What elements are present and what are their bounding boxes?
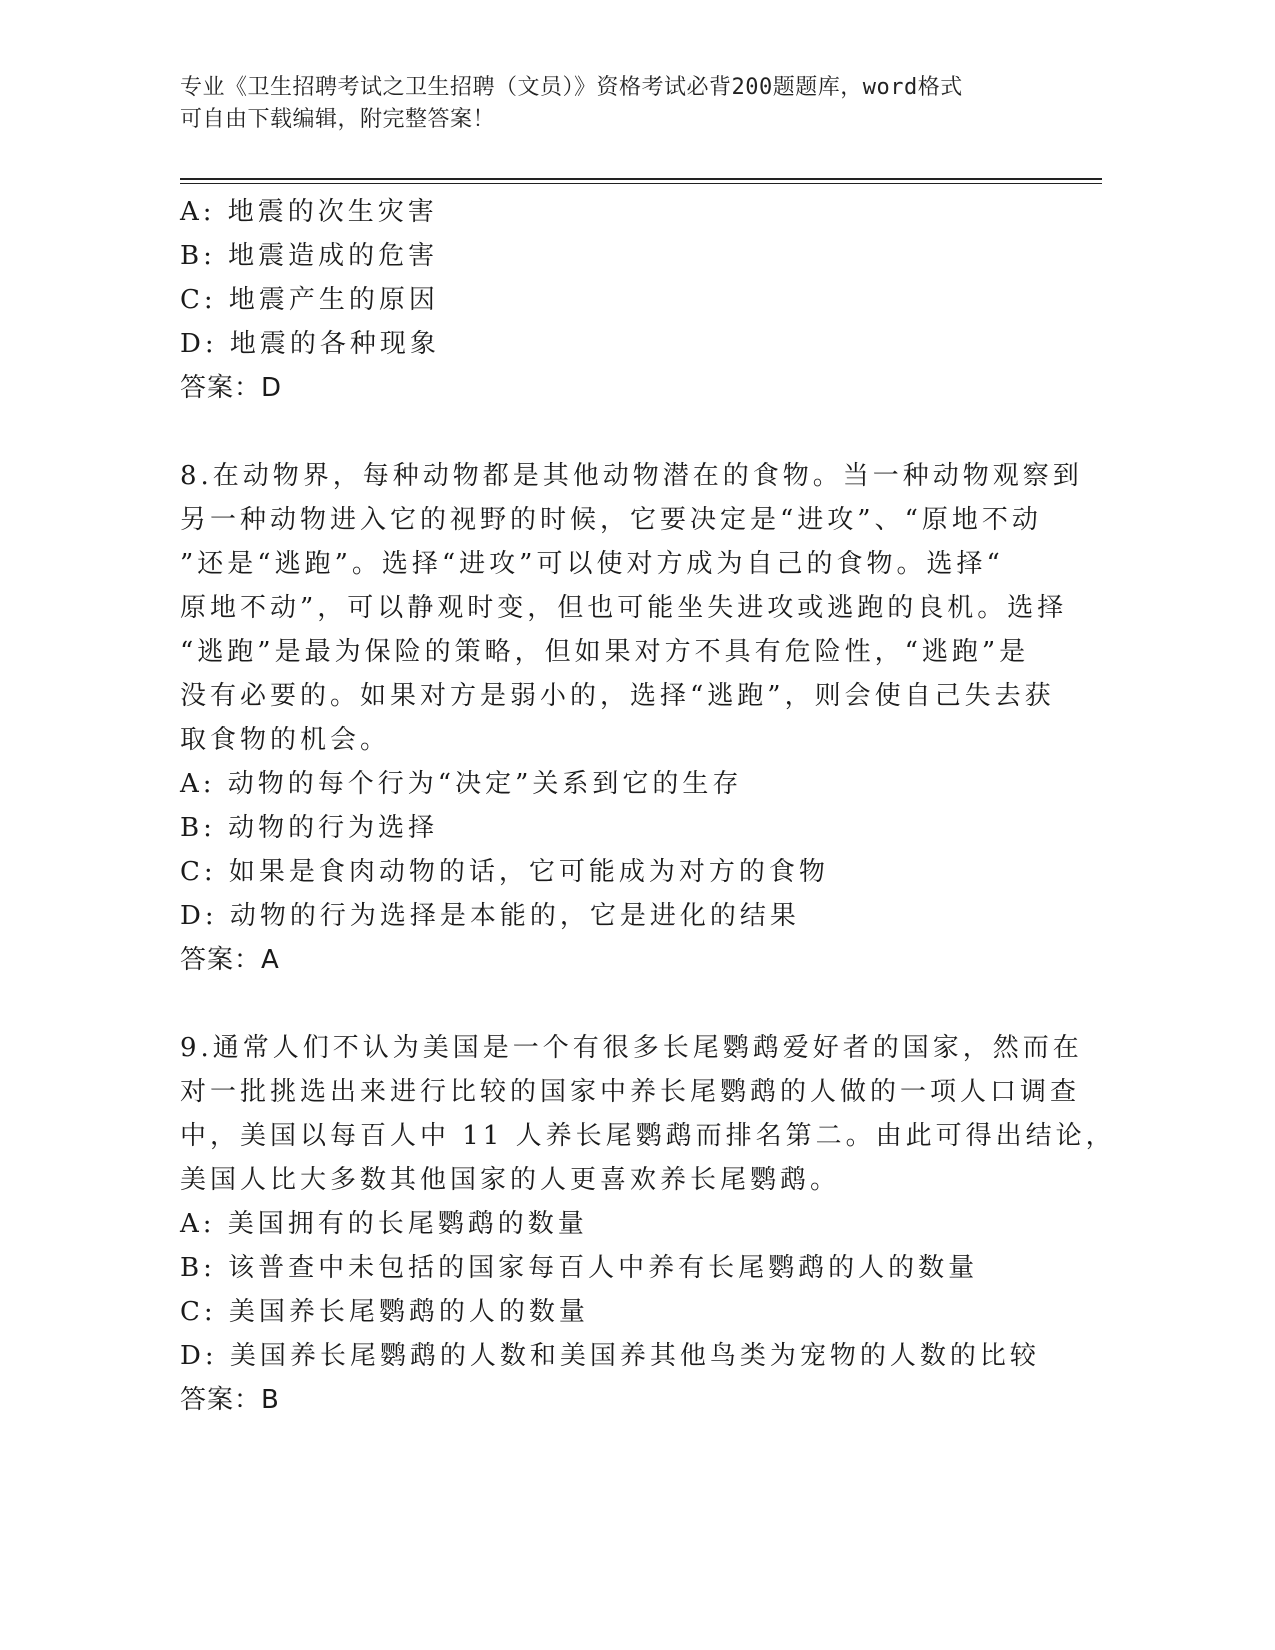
option-a: A: 动物的每个行为“决定”关系到它的生存: [180, 769, 743, 799]
option-c: C: 美国养长尾鹦鹉的人的数量: [180, 1297, 589, 1327]
question-8: [180, 454, 1083, 982]
option-c: C: 地震产生的原因: [180, 285, 439, 315]
option-a: A: 美国拥有的长尾鹦鹉的数量: [180, 1209, 588, 1239]
question-text-line: 取食物的机会。: [180, 725, 391, 755]
spacer: [180, 982, 1040, 1026]
question-text-line: 原地不动”，可以静观时变，但也可能坐失进攻或逃跑的良机。选择: [180, 593, 1068, 623]
answer-line: 答案：A: [180, 945, 280, 975]
header-line-2: 可自由下载编辑，附完整答案！: [180, 107, 496, 132]
question-text-line: 对一批挑选出来进行比较的国家中养长尾鹦鹉的人做的一项人口调查: [180, 1077, 1081, 1107]
question-text-line: 9.通常人们不认为美国是一个有很多长尾鹦鹉爱好者的国家，然而在: [180, 1033, 1083, 1063]
option-b: B: 该普查中未包括的国家每百人中养有长尾鹦鹉的人的数量: [180, 1253, 979, 1283]
option-d: D: 美国养长尾鹦鹉的人数和美国养其他鸟类为宠物的人数的比较: [180, 1341, 1040, 1371]
question-text-line: 美国人比大多数其他国家的人更喜欢养长尾鹦鹉。: [180, 1165, 841, 1195]
question-9: [180, 1026, 1116, 1422]
document-header: [180, 72, 1040, 136]
document-body: [180, 190, 1116, 1422]
header-line-1: 专业《卫生招聘考试之卫生招聘（文员）》资格考试必背200题题库，word格式: [180, 75, 963, 100]
question-text-line: “逃跑”是最为保险的策略，但如果对方不具有危险性，“逃跑”是: [180, 637, 1030, 667]
option-c: C: 如果是食肉动物的话，它可能成为对方的食物: [180, 857, 829, 887]
spacer: [180, 410, 1040, 454]
option-d: D: 动物的行为选择是本能的，它是进化的结果: [180, 901, 800, 931]
header-rule-thin: [180, 183, 1102, 184]
question-text-line: 没有必要的。如果对方是弱小的，选择“逃跑”，则会使自己失去获: [180, 681, 1055, 711]
question-text-line: 中，美国以每百人中 11 人养长尾鹦鹉而排名第二。由此可得出结论，: [180, 1121, 1116, 1151]
option-d: D: 地震的各种现象: [180, 329, 440, 359]
option-b: B: 地震造成的危害: [180, 241, 439, 271]
question-text-line: 另一种动物进入它的视野的时候，它要决定是“进攻”、“原地不动: [180, 505, 1042, 535]
header-rule-thick: [180, 178, 1102, 180]
answer-line: 答案：B: [180, 1385, 280, 1415]
answer-line: 答案：D: [180, 373, 283, 403]
question-text-line: ”还是“逃跑”。选择“进攻”可以使对方成为自己的食物。选择“: [180, 549, 1004, 579]
question-text-line: 8.在动物界，每种动物都是其他动物潜在的食物。当一种动物观察到: [180, 461, 1083, 491]
question-7: [180, 190, 1040, 410]
option-a: A: 地震的次生灾害: [180, 197, 438, 227]
option-b: B: 动物的行为选择: [180, 813, 439, 843]
